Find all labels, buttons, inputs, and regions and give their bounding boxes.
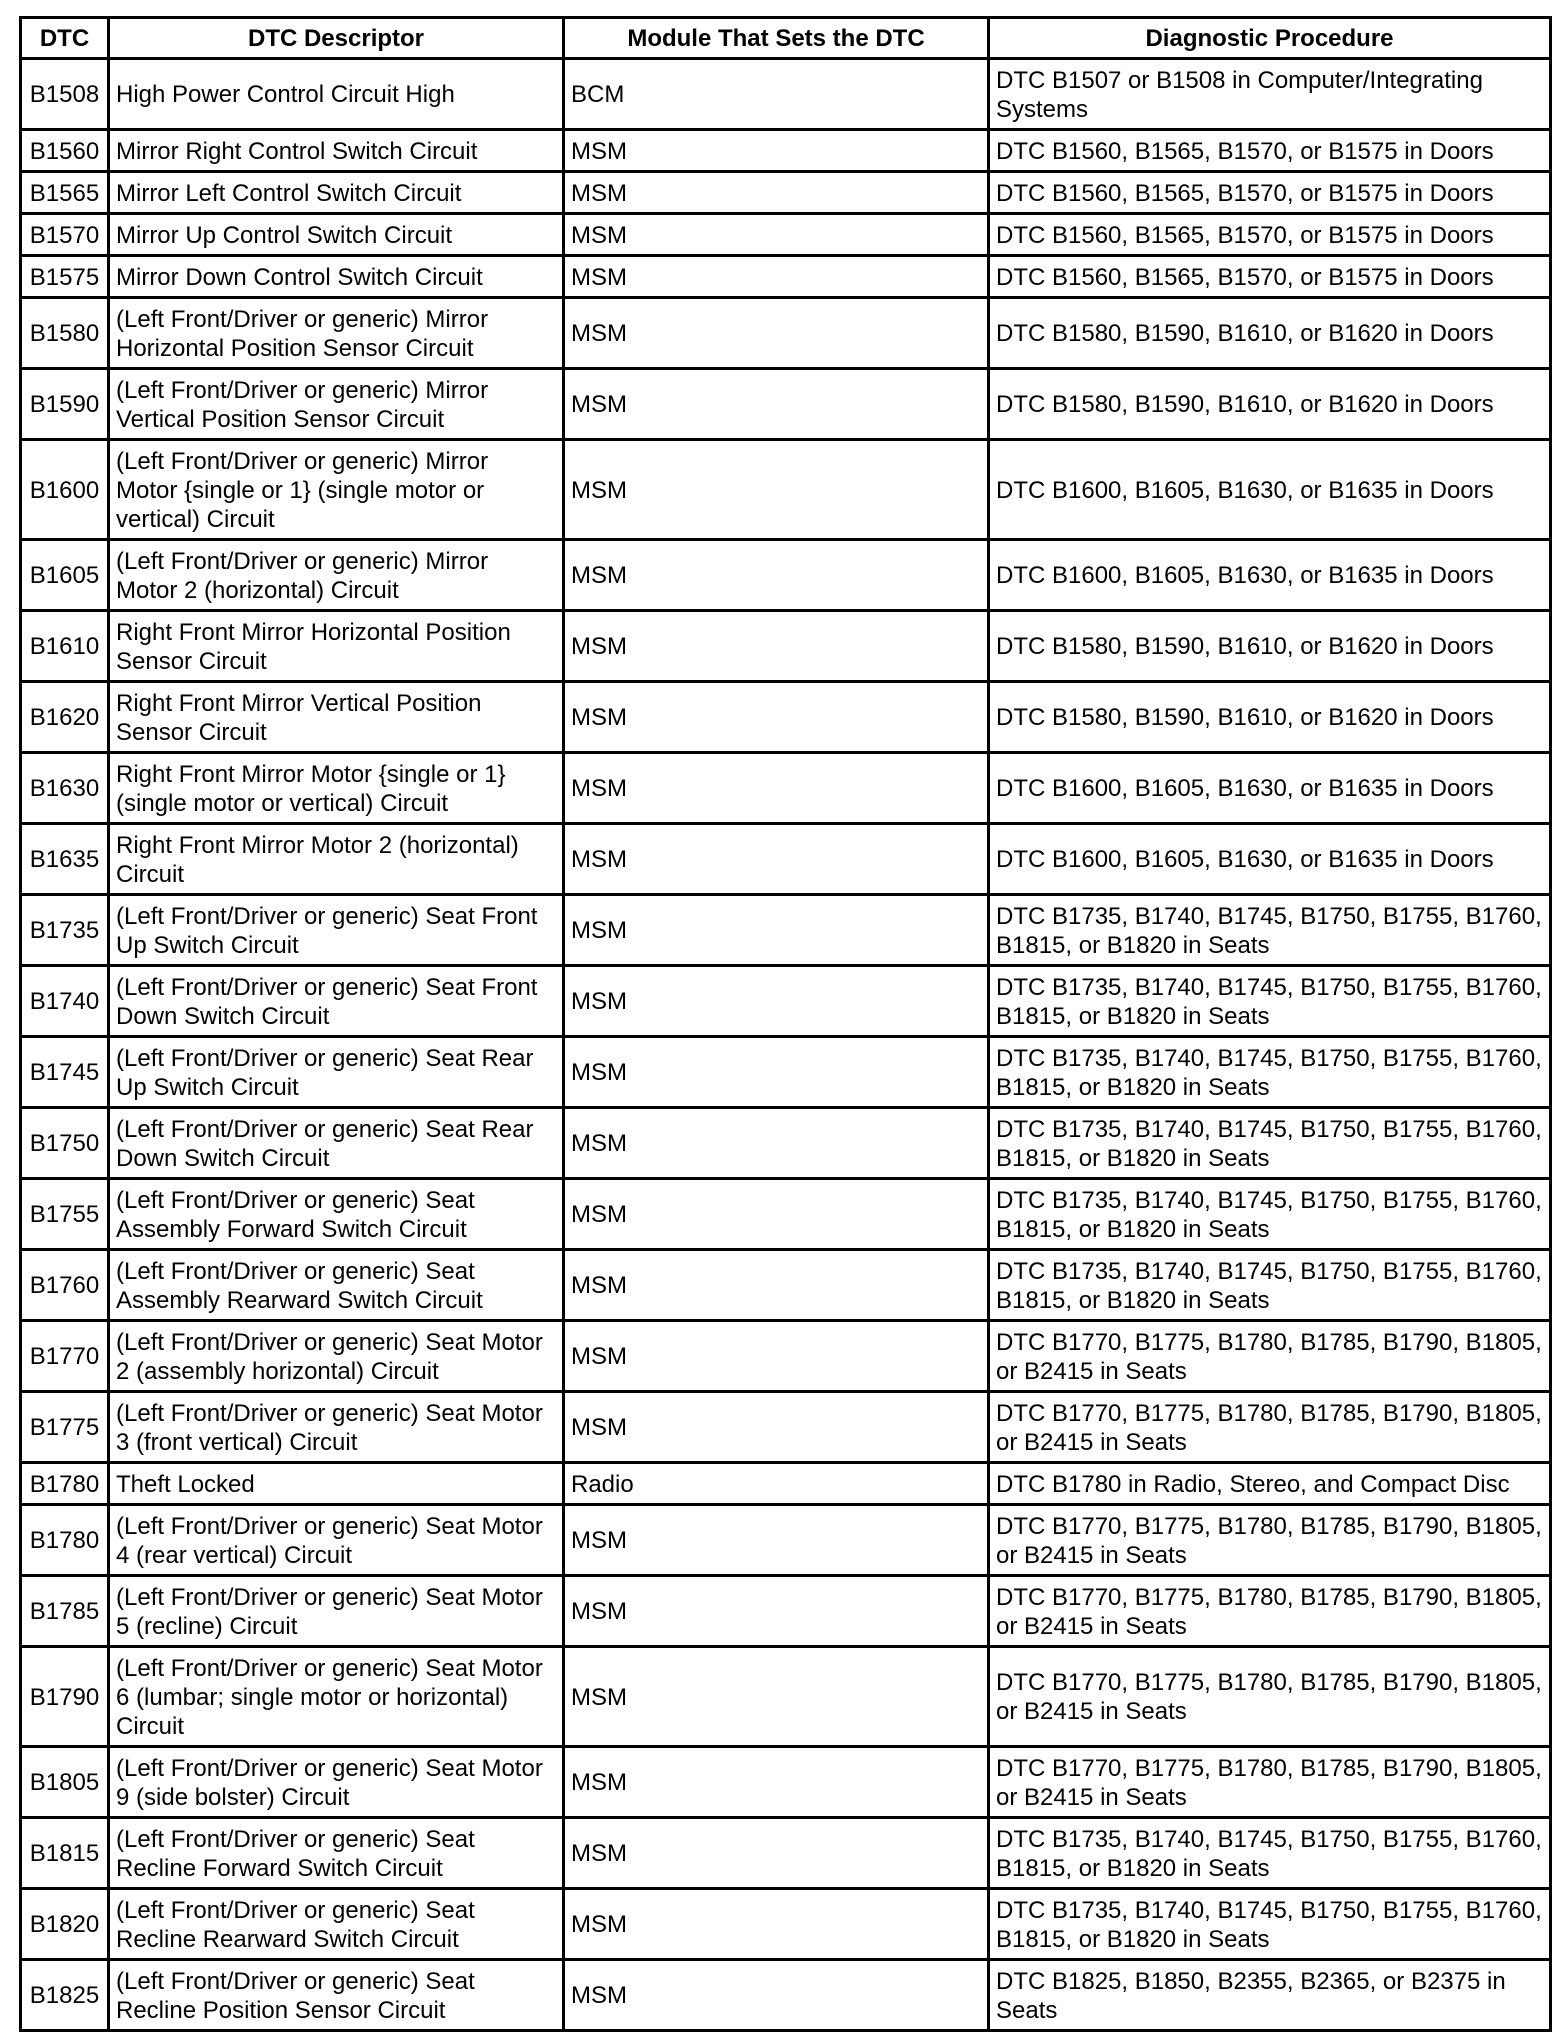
dtc-descriptor: Right Front Mirror Motor 2 (horizontal) Circuit [109,824,564,895]
dtc-code: B1785 [21,1576,109,1647]
table-row [21,824,1551,895]
module-name: MSM [564,1037,989,1108]
table-row [21,1321,1551,1392]
module-name: MSM [564,1321,989,1392]
dtc-code: B1575 [21,256,109,298]
dtc-code: B1735 [21,895,109,966]
module-name: MSM [564,1250,989,1321]
dtc-descriptor: (Left Front/Driver or generic) Seat Motor 3 (front vertical) Circuit [109,1392,564,1463]
table-row [21,1747,1551,1818]
module-name: MSM [564,1108,989,1179]
table-row [21,1960,1551,2031]
diagnostic-procedure: DTC B1770, B1775, B1780, B1785, B1790, B1805, or B2415 in Seats [989,1576,1551,1647]
table-row [21,59,1551,130]
dtc-descriptor: (Left Front/Driver or generic) Mirror Horizontal Position Sensor Circuit [109,298,564,369]
module-name: MSM [564,440,989,540]
module-name: MSM [564,298,989,369]
table-header-row [21,18,1551,59]
dtc-descriptor: (Left Front/Driver or generic) Mirror Motor 2 (horizontal) Circuit [109,540,564,611]
dtc-code: B1805 [21,1747,109,1818]
module-name: MSM [564,214,989,256]
module-name: MSM [564,1392,989,1463]
diagnostic-procedure: DTC B1560, B1565, B1570, or B1575 in Doors [989,214,1551,256]
header-module: Module That Sets the DTC [564,18,989,59]
diagnostic-procedure: DTC B1770, B1775, B1780, B1785, B1790, B1805, or B2415 in Seats [989,1392,1551,1463]
dtc-descriptor: Right Front Mirror Motor {single or 1} (single motor or vertical) Circuit [109,753,564,824]
header-dtc: DTC [21,18,109,59]
module-name: MSM [564,966,989,1037]
dtc-descriptor: Theft Locked [109,1463,564,1505]
dtc-descriptor: (Left Front/Driver or generic) Seat Motor 5 (recline) Circuit [109,1576,564,1647]
dtc-descriptor: Mirror Left Control Switch Circuit [109,172,564,214]
diagnostic-procedure: DTC B1560, B1565, B1570, or B1575 in Doors [989,256,1551,298]
dtc-code: B1790 [21,1647,109,1747]
diagnostic-procedure: DTC B1735, B1740, B1745, B1750, B1755, B1760, B1815, or B1820 in Seats [989,1179,1551,1250]
table-row [21,1179,1551,1250]
diagnostic-procedure: DTC B1735, B1740, B1745, B1750, B1755, B1760, B1815, or B1820 in Seats [989,966,1551,1037]
table-row [21,256,1551,298]
dtc-code: B1820 [21,1889,109,1960]
table-row [21,753,1551,824]
dtc-descriptor: Right Front Mirror Vertical Position Sensor Circuit [109,682,564,753]
dtc-code: B1740 [21,966,109,1037]
dtc-code: B1825 [21,1960,109,2031]
module-name: MSM [564,369,989,440]
dtc-descriptor: (Left Front/Driver or generic) Seat Front Up Switch Circuit [109,895,564,966]
diagnostic-procedure: DTC B1600, B1605, B1630, or B1635 in Doors [989,440,1551,540]
table-row [21,172,1551,214]
dtc-descriptor: (Left Front/Driver or generic) Seat Rear Up Switch Circuit [109,1037,564,1108]
diagnostic-procedure: DTC B1580, B1590, B1610, or B1620 in Doors [989,369,1551,440]
diagnostic-procedure: DTC B1580, B1590, B1610, or B1620 in Doors [989,611,1551,682]
dtc-code: B1580 [21,298,109,369]
table-row [21,540,1551,611]
table-row [21,682,1551,753]
diagnostic-procedure: DTC B1770, B1775, B1780, B1785, B1790, B1805, or B2415 in Seats [989,1747,1551,1818]
dtc-descriptor: (Left Front/Driver or generic) Seat Motor 9 (side bolster) Circuit [109,1747,564,1818]
dtc-descriptor: Right Front Mirror Horizontal Position Sensor Circuit [109,611,564,682]
dtc-descriptor: (Left Front/Driver or generic) Seat Recline Rearward Switch Circuit [109,1889,564,1960]
dtc-code: B1610 [21,611,109,682]
diagnostic-procedure: DTC B1770, B1775, B1780, B1785, B1790, B1805, or B2415 in Seats [989,1505,1551,1576]
table-row [21,369,1551,440]
diagnostic-procedure: DTC B1600, B1605, B1630, or B1635 in Doors [989,824,1551,895]
diagnostic-procedure: DTC B1735, B1740, B1745, B1750, B1755, B1760, B1815, or B1820 in Seats [989,1818,1551,1889]
table-row [21,611,1551,682]
table-row [21,1647,1551,1747]
dtc-code: B1750 [21,1108,109,1179]
dtc-code: B1508 [21,59,109,130]
table-row [21,1818,1551,1889]
dtc-descriptor: (Left Front/Driver or generic) Seat Motor 6 (lumbar; single motor or horizontal) Circuit [109,1647,564,1747]
dtc-descriptor: Mirror Right Control Switch Circuit [109,130,564,172]
dtc-code: B1560 [21,130,109,172]
diagnostic-procedure: DTC B1560, B1565, B1570, or B1575 in Doors [989,130,1551,172]
module-name: MSM [564,172,989,214]
module-name: MSM [564,1505,989,1576]
diagnostic-procedure: DTC B1735, B1740, B1745, B1750, B1755, B1760, B1815, or B1820 in Seats [989,1889,1551,1960]
dtc-descriptor: High Power Control Circuit High [109,59,564,130]
dtc-descriptor: (Left Front/Driver or generic) Seat Motor 2 (assembly horizontal) Circuit [109,1321,564,1392]
table-body [21,59,1551,2031]
table-row [21,298,1551,369]
dtc-descriptor: (Left Front/Driver or generic) Seat Assembly Forward Switch Circuit [109,1179,564,1250]
dtc-code: B1590 [21,369,109,440]
diagnostic-procedure: DTC B1735, B1740, B1745, B1750, B1755, B1760, B1815, or B1820 in Seats [989,895,1551,966]
module-name: BCM [564,59,989,130]
dtc-descriptor: Mirror Down Control Switch Circuit [109,256,564,298]
header-procedure: Diagnostic Procedure [989,18,1551,59]
dtc-code: B1565 [21,172,109,214]
diagnostic-procedure: DTC B1735, B1740, B1745, B1750, B1755, B1760, B1815, or B1820 in Seats [989,1250,1551,1321]
diagnostic-procedure: DTC B1770, B1775, B1780, B1785, B1790, B1805, or B2415 in Seats [989,1647,1551,1747]
module-name: MSM [564,1647,989,1747]
module-name: MSM [564,1818,989,1889]
dtc-table [19,16,1552,2032]
diagnostic-procedure: DTC B1735, B1740, B1745, B1750, B1755, B1760, B1815, or B1820 in Seats [989,1037,1551,1108]
module-name: MSM [564,682,989,753]
diagnostic-procedure: DTC B1825, B1850, B2355, B2365, or B2375 in Seats [989,1960,1551,2031]
diagnostic-procedure: DTC B1580, B1590, B1610, or B1620 in Doors [989,298,1551,369]
dtc-descriptor: Mirror Up Control Switch Circuit [109,214,564,256]
dtc-code: B1635 [21,824,109,895]
module-name: MSM [564,824,989,895]
table-row [21,130,1551,172]
dtc-descriptor: (Left Front/Driver or generic) Seat Recline Position Sensor Circuit [109,1960,564,2031]
dtc-code: B1780 [21,1505,109,1576]
diagnostic-procedure: DTC B1735, B1740, B1745, B1750, B1755, B1760, B1815, or B1820 in Seats [989,1108,1551,1179]
table-row [21,1392,1551,1463]
table-row [21,1250,1551,1321]
dtc-code: B1570 [21,214,109,256]
diagnostic-procedure: DTC B1600, B1605, B1630, or B1635 in Doors [989,753,1551,824]
module-name: MSM [564,611,989,682]
table-row [21,1463,1551,1505]
dtc-code: B1600 [21,440,109,540]
dtc-code: B1755 [21,1179,109,1250]
dtc-descriptor: (Left Front/Driver or generic) Seat Recline Forward Switch Circuit [109,1818,564,1889]
module-name: MSM [564,540,989,611]
module-name: Radio [564,1463,989,1505]
dtc-descriptor: (Left Front/Driver or generic) Seat Motor 4 (rear vertical) Circuit [109,1505,564,1576]
table-row [21,895,1551,966]
diagnostic-procedure: DTC B1507 or B1508 in Computer/Integrating Systems [989,59,1551,130]
diagnostic-procedure: DTC B1780 in Radio, Stereo, and Compact Disc [989,1463,1551,1505]
dtc-code: B1605 [21,540,109,611]
table-row [21,1889,1551,1960]
module-name: MSM [564,256,989,298]
table-row [21,214,1551,256]
dtc-code: B1630 [21,753,109,824]
diagnostic-procedure: DTC B1580, B1590, B1610, or B1620 in Doors [989,682,1551,753]
dtc-descriptor: (Left Front/Driver or generic) Mirror Vertical Position Sensor Circuit [109,369,564,440]
module-name: MSM [564,895,989,966]
table-row [21,1108,1551,1179]
table-row [21,966,1551,1037]
module-name: MSM [564,1960,989,2031]
table-row [21,1037,1551,1108]
module-name: MSM [564,130,989,172]
dtc-descriptor: (Left Front/Driver or generic) Seat Assembly Rearward Switch Circuit [109,1250,564,1321]
table-row [21,1505,1551,1576]
diagnostic-procedure: DTC B1560, B1565, B1570, or B1575 in Doors [989,172,1551,214]
dtc-descriptor: (Left Front/Driver or generic) Mirror Motor {single or 1} (single motor or vertical) Circuit [109,440,564,540]
module-name: MSM [564,753,989,824]
dtc-code: B1780 [21,1463,109,1505]
dtc-code: B1760 [21,1250,109,1321]
dtc-descriptor: (Left Front/Driver or generic) Seat Front Down Switch Circuit [109,966,564,1037]
dtc-code: B1775 [21,1392,109,1463]
dtc-code: B1770 [21,1321,109,1392]
diagnostic-procedure: DTC B1600, B1605, B1630, or B1635 in Doors [989,540,1551,611]
module-name: MSM [564,1576,989,1647]
module-name: MSM [564,1179,989,1250]
table-row [21,440,1551,540]
dtc-descriptor: (Left Front/Driver or generic) Seat Rear Down Switch Circuit [109,1108,564,1179]
module-name: MSM [564,1747,989,1818]
dtc-code: B1745 [21,1037,109,1108]
dtc-code: B1620 [21,682,109,753]
dtc-code: B1815 [21,1818,109,1889]
table-row [21,1576,1551,1647]
header-descriptor: DTC Descriptor [109,18,564,59]
diagnostic-procedure: DTC B1770, B1775, B1780, B1785, B1790, B1805, or B2415 in Seats [989,1321,1551,1392]
module-name: MSM [564,1889,989,1960]
